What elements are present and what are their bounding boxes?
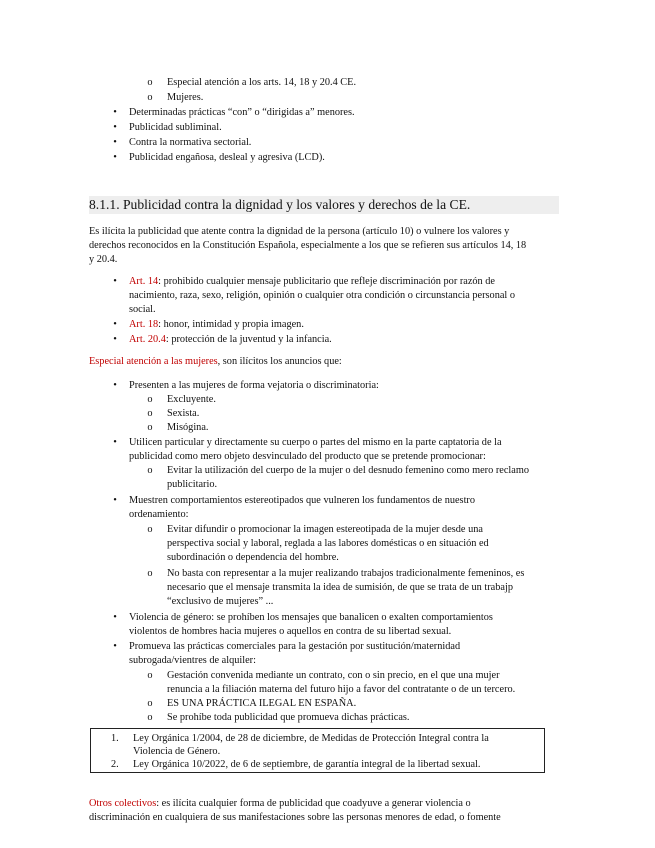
circle-bullet: o [147,77,153,88]
list-item: Evitar la utilización del cuerpo de la mujer o del desnudo femenino como mero reclamo [167,465,529,476]
paragraph-line: derechos reconocidos en la Constitución Española, especialmente a los que se refieren sus artículos 14, 18 [89,240,527,251]
list-item: Contra la normativa sectorial. [129,137,252,148]
bullet: • [113,437,117,448]
circle-bullet: o [147,712,153,723]
list-item: Especial atención a los arts. 14, 18 y 20.4 CE. [167,77,357,88]
list-item-continuation: ordenamiento: [129,509,189,520]
bullet: • [113,107,117,118]
list-item: Publicidad subliminal. [129,122,222,133]
law-text: Ley Orgánica 10/2022, de 6 de septiembre, de garantía integral de la libertad sexual. [133,759,481,770]
circle-bullet: o [147,422,153,433]
list-item: Promueva las prácticas comerciales para la gestación por sustitución/maternidad [129,641,461,652]
article-link: Art. 14 [129,276,159,287]
bullet: • [113,276,117,287]
bullet: • [113,334,117,345]
list-item [129,318,304,333]
circle-bullet: o [147,568,153,579]
paragraph-line: Es ilícita la publicidad que atente contra la dignidad de la persona (artículo 10) o vulnere los valores y [89,226,510,237]
list-item: Muestren comportamientos estereotipados que vulneren los fundamentos de nuestro [129,495,476,506]
article-link: Art. 20.4 [129,334,166,345]
bullet: • [113,612,117,623]
list-item: Determinadas prácticas “con” o “dirigidas a” menores. [129,107,355,118]
list-item: Utilicen particular y directamente su cuerpo o partes del mismo en la parte captatoria de la [129,437,502,448]
article-text: : honor, intimidad y propia imagen. [158,319,304,330]
list-item [129,333,332,348]
article-text: : prohibido cualquier mensaje publicitario que refleje discriminación por razón de [158,276,495,287]
women-label: Especial atención a las mujeres [89,356,218,367]
article-text: : protección de la juventud y la infancia. [165,334,332,345]
list-item: Se prohíbe toda publicidad que promueva dichas prácticas. [167,712,410,723]
list-item-continuation: nacimiento, raza, sexo, religión, opinión o cualquier otra condición o circunstancia personal o [129,290,516,301]
list-item: Violencia de género: se prohíben los mensajes que banalicen o exalten comportamientos [129,612,493,623]
list-item: Excluyente. [167,394,216,405]
list-item: Sexista. [167,408,200,419]
bullet: • [113,122,117,133]
paragraph-line: y 20.4. [89,254,118,265]
circle-bullet: o [147,524,153,535]
paragraph-line [89,797,471,812]
laws-box [90,728,545,773]
circle-bullet: o [147,698,153,709]
list-item-continuation: publicitario. [167,479,218,490]
circle-bullet: o [147,408,153,419]
law-text: Ley Orgánica 1/2004, de 28 de diciembre, de Medidas de Protección Integral contra la [133,733,489,744]
bullet: • [113,495,117,506]
list-item: Mujeres. [167,92,204,103]
list-item: Presenten a las mujeres de forma vejatoria o discriminatoria: [129,380,379,391]
circle-bullet: o [147,394,153,405]
paragraph-line: discriminación en cualquiera de sus manifestaciones sobre las personas menores de edad, o fomente [89,812,501,823]
list-item-continuation: necesario que el mensaje transmita la idea de sumisión, de que se trata de un trabajp [167,582,513,593]
list-item-continuation: “exclusivo de mujeres” ... [167,596,274,607]
list-item-continuation: subordinación o dependencia del hombre. [167,552,339,563]
otros-text: : es ilícita cualquier forma de publicidad que coadyuve a generar violencia o [156,798,471,809]
list-item-continuation: renuncia a la filiación materna del futuro hijo a favor del contratante o de un tercero. [167,684,516,695]
otros-label: Otros colectivos [89,798,157,809]
list-item: Gestación convenida mediante un contrato, con o sin precio, en el que una mujer [167,670,500,681]
law-number: 1. [111,733,119,744]
list-item: No basta con representar a la mujer realizando trabajos tradicionalmente femeninos, es [167,568,525,579]
list-item: Publicidad engañosa, desleal y agresiva (LCD). [129,152,325,163]
section-heading: 8.1.1. Publicidad contra la dignidad y los valores y derechos de la CE. [89,196,559,214]
list-item-continuation: violentos de hombres hacia mujeres o aquellos en contra de su libertad sexual. [129,626,452,637]
law-text: Violencia de Género. [133,746,221,757]
article-link: Art. 18 [129,319,159,330]
list-item: Evitar difundir o promocionar la imagen estereotipada de la mujer desde una [167,524,483,535]
list-item-continuation: publicidad como mero objeto desvinculado del producto que se pretende promocionar: [129,451,486,462]
circle-bullet: o [147,465,153,476]
women-intro [89,355,342,370]
bullet: • [113,137,117,148]
bullet: • [113,319,117,330]
law-number: 2. [111,759,119,770]
list-item-continuation: perspectiva social y laboral, reglada a las labores domésticas o en situación ed [167,538,489,549]
bullet: • [113,641,117,652]
bullet: • [113,152,117,163]
list-item [129,275,495,290]
list-item-continuation: social. [129,304,156,315]
list-item: Misógina. [167,422,209,433]
list-item: ES UNA PRÁCTICA ILEGAL EN ESPAÑA. [167,698,357,709]
bullet: • [113,380,117,391]
circle-bullet: o [147,92,153,103]
circle-bullet: o [147,670,153,681]
women-intro-text: , son ilícitos los anuncios que: [217,356,342,367]
list-item-continuation: subrogada/vientres de alquiler: [129,655,256,666]
